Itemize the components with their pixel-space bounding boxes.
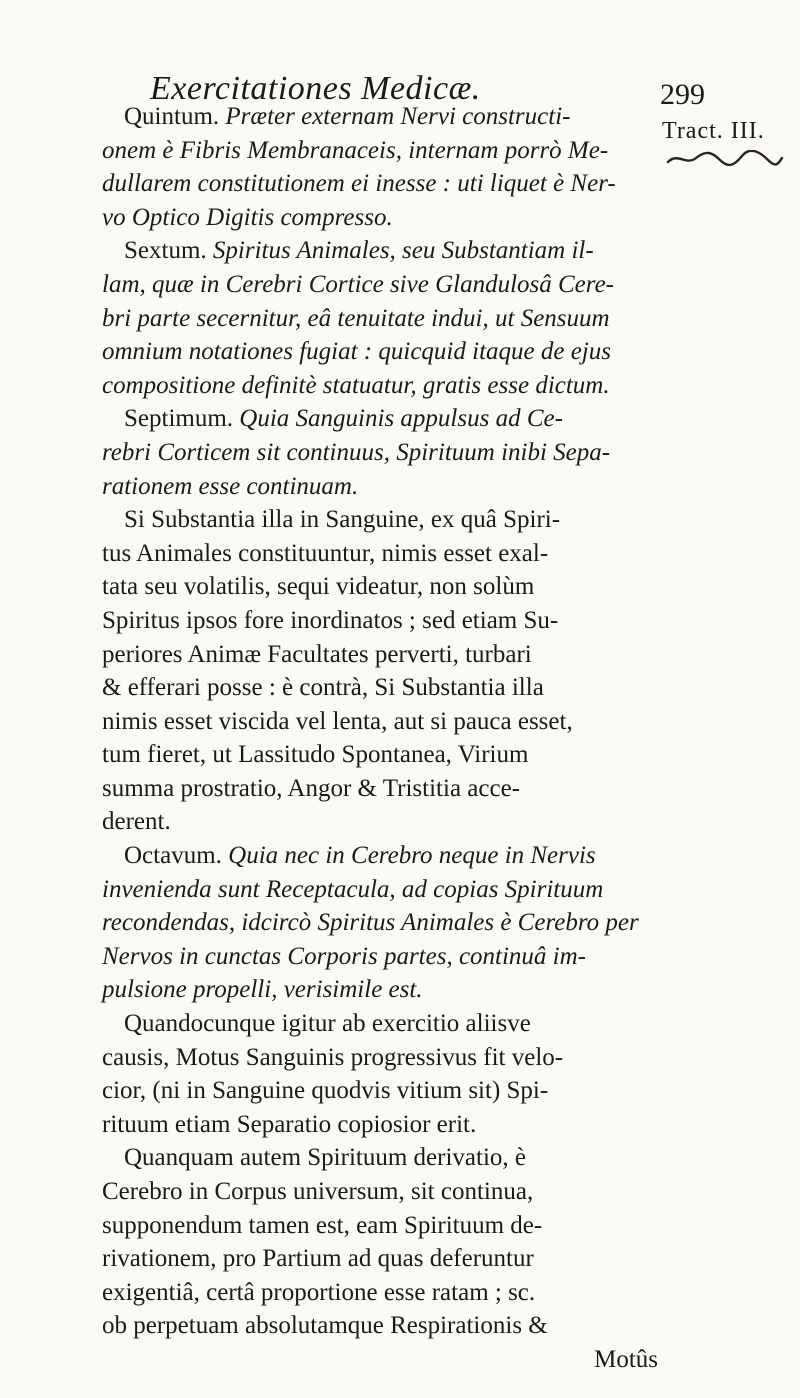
text-segment: Quia Sanguinis appulsus ad Ce- <box>239 405 563 433</box>
text-segment: tum fieret, ut Lassitudo Spontanea, Virium <box>102 741 529 769</box>
text-segment: rituum etiam Separatio copiosior erit. <box>102 1110 477 1138</box>
text-segment: rivationem, pro Partium ad quas deferuntur <box>102 1245 534 1273</box>
text-line <box>102 1242 662 1276</box>
text-segment: lam, quæ in Cerebri Cortice sive Glandulosâ Cere- <box>102 270 614 298</box>
text-segment: Spiritus Animales, seu Substantiam il- <box>212 237 594 265</box>
text-line <box>102 705 662 739</box>
text-segment: exigentiâ, certâ proportione esse ratam ; sc. <box>102 1278 536 1306</box>
page-number: 299 <box>660 78 705 111</box>
text-line <box>102 167 662 201</box>
text-line <box>102 268 662 302</box>
text-segment: derent. <box>102 808 171 836</box>
text-segment: Sextum. <box>124 237 213 265</box>
text-segment: Nervos in cunctas Corporis partes, continuâ im- <box>102 942 587 970</box>
text-line <box>102 1074 662 1108</box>
text-line <box>102 671 662 705</box>
text-segment: Præter externam Nervi constructi- <box>225 103 571 130</box>
text-line <box>102 805 662 839</box>
text-segment: tata seu volatilis, sequi videatur, non solùm <box>102 573 535 601</box>
text-line <box>102 234 662 268</box>
text-line <box>102 402 662 436</box>
text-line <box>102 1175 662 1209</box>
text-line <box>102 839 662 873</box>
text-line <box>102 1007 662 1041</box>
text-line <box>102 638 662 672</box>
running-head: Exercitationes Medicæ. <box>150 70 481 107</box>
text-line <box>102 940 662 974</box>
text-segment: Octavum. <box>124 842 229 870</box>
text-segment: ob perpetuam absolutamque Respirationis & <box>102 1312 548 1340</box>
text-line <box>102 100 662 134</box>
text-segment: onem è Fibris Membranaceis, internam porrò Me- <box>102 136 609 164</box>
text-line <box>102 1108 662 1142</box>
text-line <box>102 604 662 638</box>
text-segment: Quia nec in Cerebro neque in Nervis <box>228 842 596 870</box>
text-line <box>102 738 662 772</box>
text-line <box>102 906 662 940</box>
text-line <box>102 1141 662 1175</box>
text-segment: summa prostratio, Angor & Tristitia acce- <box>102 774 521 802</box>
text-line <box>102 335 662 369</box>
text-line <box>102 537 662 571</box>
text-segment: compositione definitè statuatur, gratis esse dictum. <box>102 371 610 399</box>
text-line <box>102 570 662 604</box>
text-line <box>102 470 662 504</box>
text-segment: Motûs <box>594 1345 658 1373</box>
text-segment: bri parte secernitur, eâ tenuitate indui, ut Sensuum <box>102 304 610 332</box>
text-line <box>102 873 662 907</box>
text-segment: Quintum. <box>124 103 226 130</box>
text-segment: rationem esse continuam. <box>102 472 359 500</box>
text-segment: Septimum. <box>124 405 240 433</box>
text-segment: vo Optico Digitis compresso. <box>102 203 393 231</box>
catchword <box>102 1343 662 1377</box>
text-line <box>102 973 662 1007</box>
text-line <box>102 369 662 403</box>
text-segment: Si Substantia illa in Sanguine, ex quâ Spiri- <box>124 506 561 534</box>
text-segment: Quanquam autem Spirituum derivatio, è <box>124 1144 526 1172</box>
text-line <box>102 302 662 336</box>
text-line <box>102 201 662 235</box>
text-segment: causis, Motus Sanguinis progressivus fit velo- <box>102 1043 564 1071</box>
text-line <box>102 503 662 537</box>
text-line <box>102 436 662 470</box>
text-segment: & efferari posse : è contrà, Si Substantia illa <box>102 674 544 702</box>
text-segment: omnium notationes fugiat : quicquid itaque de ejus <box>102 338 611 366</box>
text-segment: invenienda sunt Receptacula, ad copias Spirituum <box>102 875 604 903</box>
text-segment: pulsione propelli, verisimile est. <box>102 976 423 1004</box>
text-segment: recondendas, idcircò Spiritus Animales è Cerebro per <box>102 909 639 937</box>
text-segment: Quandocunque igitur ab exercitio aliisve <box>124 1010 531 1038</box>
text-segment: rebri Corticem sit continuus, Spirituum inibi Sepa- <box>102 438 611 466</box>
text-line <box>102 134 662 168</box>
text-line <box>102 1041 662 1075</box>
text-line <box>102 1309 662 1343</box>
body-text <box>102 100 662 1377</box>
ornament-flourish-icon <box>664 150 784 168</box>
text-segment: cior, (ni in Sanguine quodvis vitium sit) Spi- <box>102 1077 549 1105</box>
text-line <box>102 1276 662 1310</box>
margin-note: Tract. III. <box>662 118 765 144</box>
text-line <box>102 772 662 806</box>
text-segment: dullarem constitutionem ei inesse : uti liquet è Ner- <box>102 170 616 198</box>
text-segment: nimis esset viscida vel lenta, aut si pauca esset, <box>102 707 573 735</box>
text-line <box>102 1209 662 1243</box>
text-segment: tus Animales constituuntur, nimis esset exal- <box>102 539 549 567</box>
text-segment: periores Animæ Facultates perverti, turbari <box>102 640 532 668</box>
text-segment: supponendum tamen est, eam Spirituum de- <box>102 1211 543 1239</box>
text-segment: Cerebro in Corpus universum, sit continua, <box>102 1178 534 1205</box>
text-segment: Spiritus ipsos fore inordinatos ; sed etiam Su- <box>102 606 559 634</box>
